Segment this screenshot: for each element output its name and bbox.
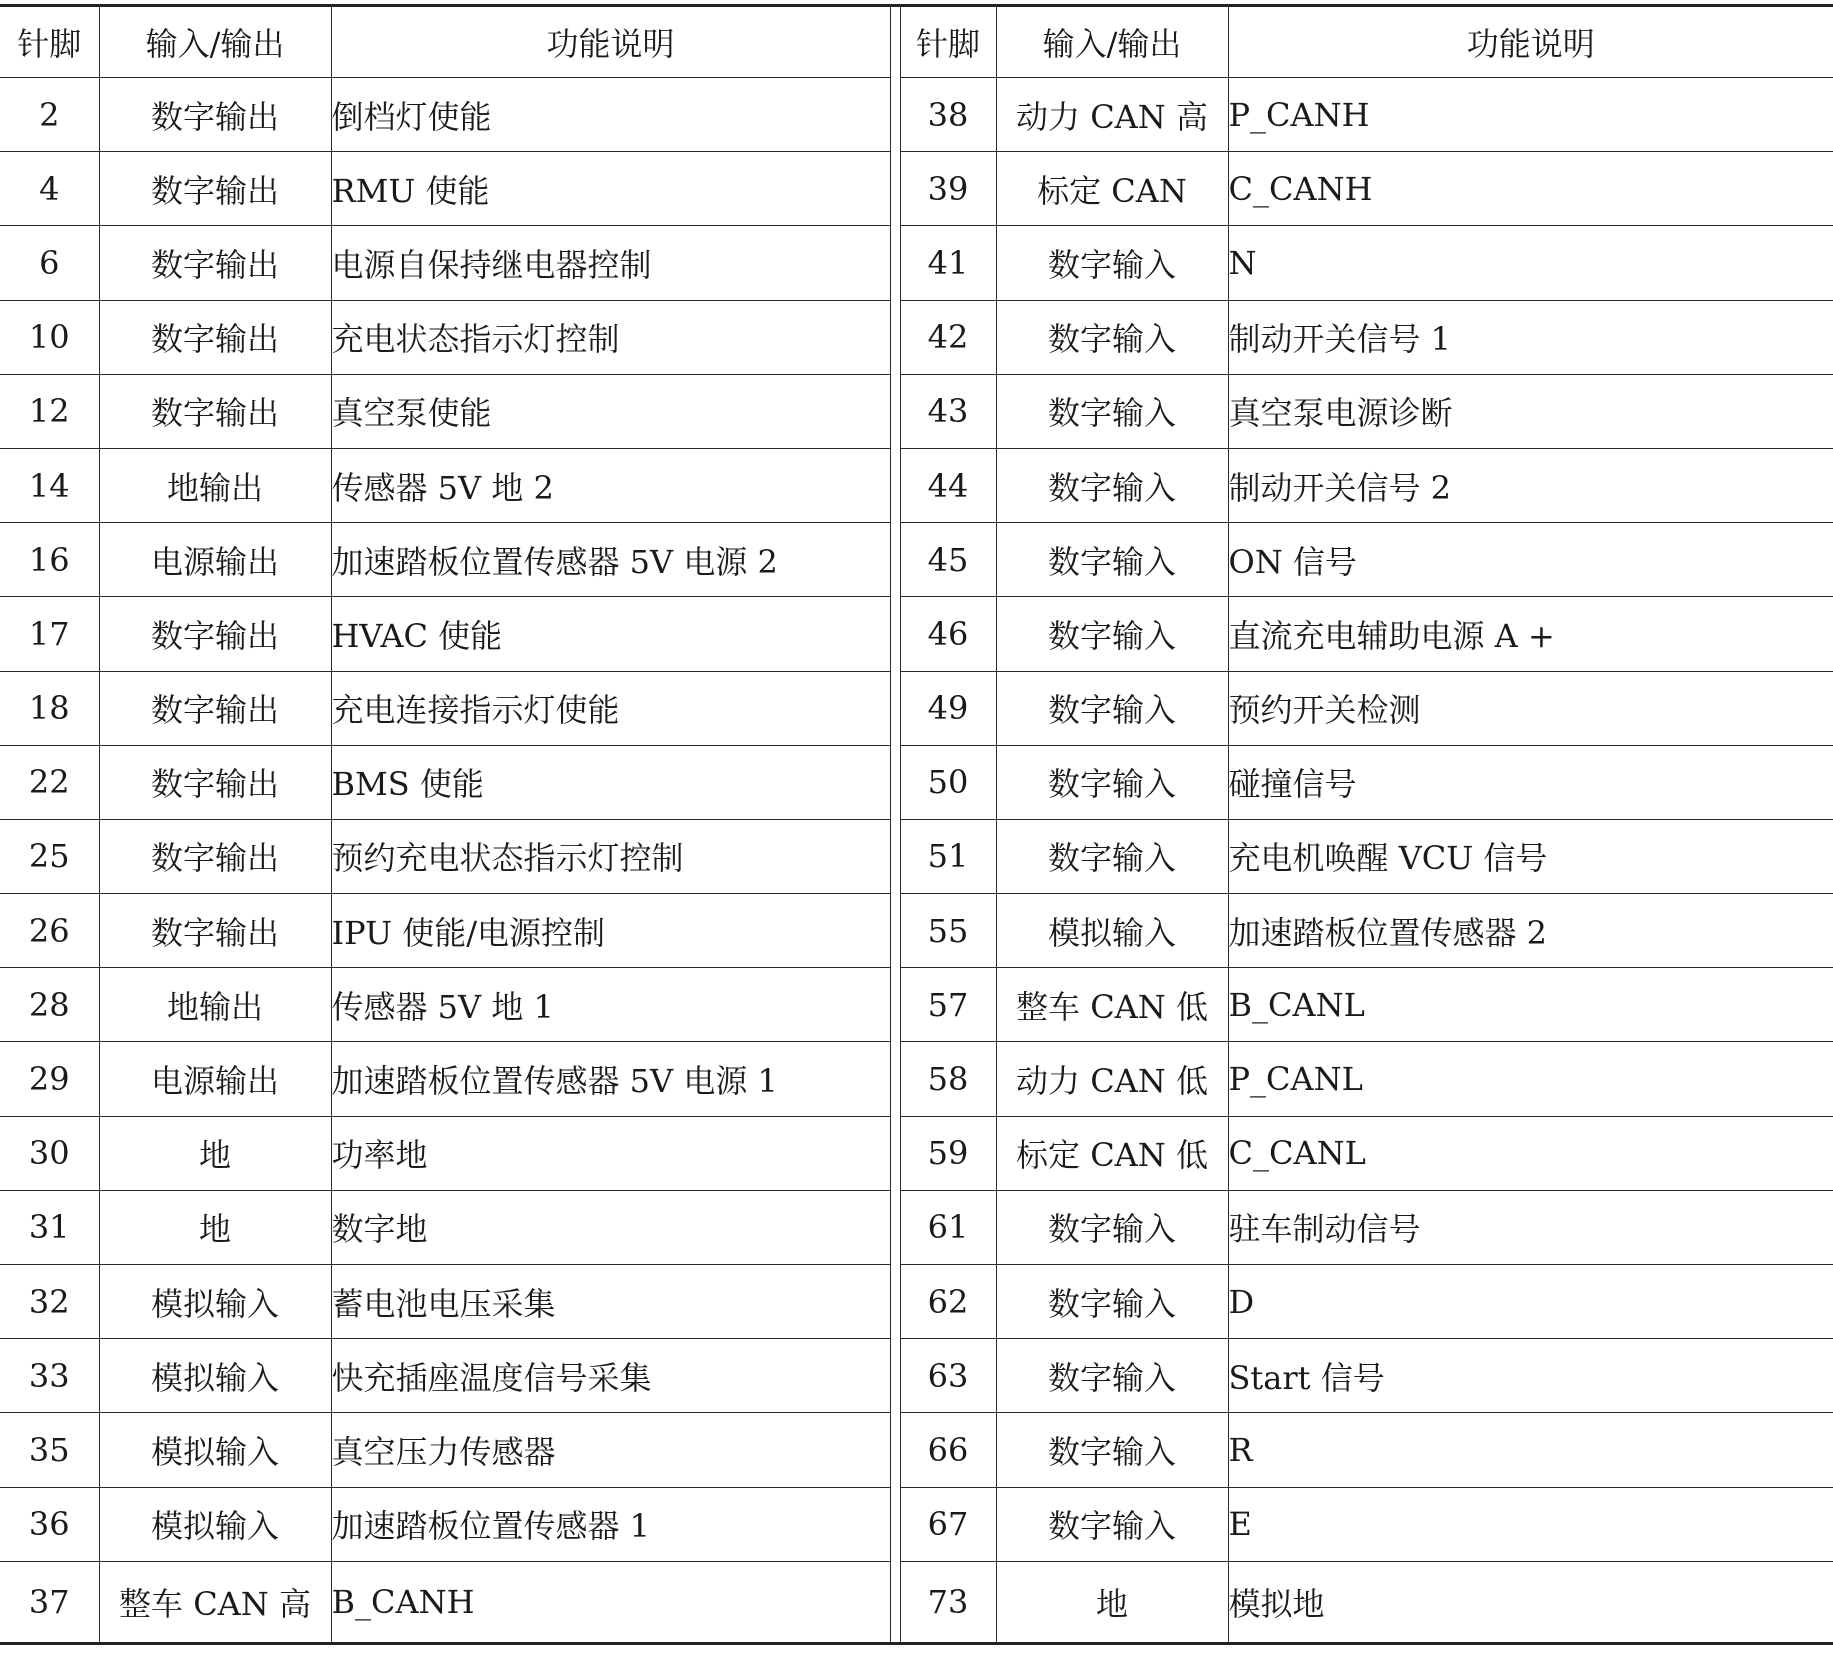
column-divider bbox=[890, 745, 900, 819]
pin-number-right: 38 bbox=[900, 78, 996, 152]
io-type-left: 模拟输入 bbox=[99, 1339, 331, 1413]
io-type-right: 数字输入 bbox=[996, 523, 1228, 597]
pin-rows bbox=[0, 78, 1833, 1644]
pin-number-left: 32 bbox=[0, 1265, 99, 1339]
function-desc-left: 真空泵使能 bbox=[331, 374, 890, 448]
table-row bbox=[0, 1042, 1833, 1116]
function-desc-right: C_CANL bbox=[1228, 1116, 1833, 1190]
io-type-left: 数字输出 bbox=[99, 894, 331, 968]
table-row bbox=[0, 523, 1833, 597]
column-divider bbox=[890, 968, 900, 1042]
column-divider bbox=[890, 300, 900, 374]
function-desc-right: R bbox=[1228, 1413, 1833, 1487]
function-desc-right: 真空泵电源诊断 bbox=[1228, 374, 1833, 448]
table-row bbox=[0, 819, 1833, 893]
pin-number-left: 26 bbox=[0, 894, 99, 968]
io-type-right: 数字输入 bbox=[996, 1265, 1228, 1339]
function-desc-left: 加速踏板位置传感器 1 bbox=[331, 1487, 890, 1561]
io-type-right: 数字输入 bbox=[996, 1339, 1228, 1413]
pin-number-right: 73 bbox=[900, 1561, 996, 1643]
function-desc-left: 预约充电状态指示灯控制 bbox=[331, 819, 890, 893]
table-row bbox=[0, 448, 1833, 522]
pin-number-left: 36 bbox=[0, 1487, 99, 1561]
function-desc-right: 预约开关检测 bbox=[1228, 671, 1833, 745]
function-desc-left: B_CANH bbox=[331, 1561, 890, 1643]
column-divider bbox=[890, 1413, 900, 1487]
io-type-right: 数字输入 bbox=[996, 671, 1228, 745]
pin-number-right: 57 bbox=[900, 968, 996, 1042]
io-type-left: 模拟输入 bbox=[99, 1413, 331, 1487]
function-desc-left: 电源自保持继电器控制 bbox=[331, 226, 890, 300]
function-desc-right: C_CANH bbox=[1228, 152, 1833, 226]
column-divider bbox=[890, 152, 900, 226]
pin-number-left: 31 bbox=[0, 1190, 99, 1264]
pin-number-left: 18 bbox=[0, 671, 99, 745]
io-type-right: 动力 CAN 低 bbox=[996, 1042, 1228, 1116]
pin-number-left: 25 bbox=[0, 819, 99, 893]
io-type-left: 数字输出 bbox=[99, 374, 331, 448]
header-pin-right: 针脚 bbox=[900, 6, 996, 78]
function-desc-right: 制动开关信号 1 bbox=[1228, 300, 1833, 374]
pin-number-right: 61 bbox=[900, 1190, 996, 1264]
pin-number-left: 33 bbox=[0, 1339, 99, 1413]
io-type-left: 数字输出 bbox=[99, 745, 331, 819]
function-desc-left: 功率地 bbox=[331, 1116, 890, 1190]
io-type-left: 地 bbox=[99, 1190, 331, 1264]
function-desc-right: 制动开关信号 2 bbox=[1228, 448, 1833, 522]
io-type-right: 数字输入 bbox=[996, 745, 1228, 819]
column-divider bbox=[890, 448, 900, 522]
io-type-left: 数字输出 bbox=[99, 300, 331, 374]
pin-number-right: 42 bbox=[900, 300, 996, 374]
pin-number-left: 35 bbox=[0, 1413, 99, 1487]
function-desc-left: 真空压力传感器 bbox=[331, 1413, 890, 1487]
pin-number-left: 12 bbox=[0, 374, 99, 448]
function-desc-right: 驻车制动信号 bbox=[1228, 1190, 1833, 1264]
function-desc-right: P_CANH bbox=[1228, 78, 1833, 152]
pin-number-left: 10 bbox=[0, 300, 99, 374]
pin-number-left: 17 bbox=[0, 597, 99, 671]
pin-number-left: 28 bbox=[0, 968, 99, 1042]
column-divider bbox=[890, 1190, 900, 1264]
table-row bbox=[0, 597, 1833, 671]
column-divider bbox=[890, 226, 900, 300]
table-row bbox=[0, 968, 1833, 1042]
io-type-left: 地输出 bbox=[99, 448, 331, 522]
pin-number-left: 29 bbox=[0, 1042, 99, 1116]
pin-number-right: 43 bbox=[900, 374, 996, 448]
table-row bbox=[0, 300, 1833, 374]
pin-number-right: 39 bbox=[900, 152, 996, 226]
column-divider bbox=[890, 1487, 900, 1561]
table-row bbox=[0, 374, 1833, 448]
column-divider bbox=[890, 374, 900, 448]
table-row bbox=[0, 745, 1833, 819]
column-divider bbox=[890, 597, 900, 671]
column-divider bbox=[890, 819, 900, 893]
header-function-left: 功能说明 bbox=[331, 6, 890, 78]
io-type-left: 电源输出 bbox=[99, 1042, 331, 1116]
header-pin-left: 针脚 bbox=[0, 6, 99, 78]
column-divider bbox=[890, 1042, 900, 1116]
table-row bbox=[0, 1190, 1833, 1264]
io-type-right: 数字输入 bbox=[996, 374, 1228, 448]
io-type-left: 数字输出 bbox=[99, 819, 331, 893]
header-io-right: 输入/输出 bbox=[996, 6, 1228, 78]
function-desc-right: D bbox=[1228, 1265, 1833, 1339]
pin-number-left: 22 bbox=[0, 745, 99, 819]
io-type-left: 数字输出 bbox=[99, 671, 331, 745]
pin-number-left: 30 bbox=[0, 1116, 99, 1190]
io-type-right: 数字输入 bbox=[996, 226, 1228, 300]
pin-number-right: 55 bbox=[900, 894, 996, 968]
io-type-left: 地输出 bbox=[99, 968, 331, 1042]
header-function-right: 功能说明 bbox=[1228, 6, 1833, 78]
pin-number-left: 16 bbox=[0, 523, 99, 597]
io-type-left: 数字输出 bbox=[99, 597, 331, 671]
function-desc-left: 蓄电池电压采集 bbox=[331, 1265, 890, 1339]
function-desc-left: IPU 使能/电源控制 bbox=[331, 894, 890, 968]
function-desc-right: 模拟地 bbox=[1228, 1561, 1833, 1643]
pin-number-right: 66 bbox=[900, 1413, 996, 1487]
io-type-right: 地 bbox=[996, 1561, 1228, 1643]
table-row bbox=[0, 78, 1833, 152]
io-type-left: 电源输出 bbox=[99, 523, 331, 597]
pin-number-left: 2 bbox=[0, 78, 99, 152]
function-desc-left: BMS 使能 bbox=[331, 745, 890, 819]
table-row bbox=[0, 671, 1833, 745]
table-row bbox=[0, 894, 1833, 968]
function-desc-left: 加速踏板位置传感器 5V 电源 2 bbox=[331, 523, 890, 597]
pin-number-right: 51 bbox=[900, 819, 996, 893]
table-row bbox=[0, 1413, 1833, 1487]
function-desc-left: 充电连接指示灯使能 bbox=[331, 671, 890, 745]
pin-table bbox=[0, 4, 1833, 1645]
function-desc-left: HVAC 使能 bbox=[331, 597, 890, 671]
column-divider bbox=[890, 6, 900, 78]
io-type-left: 整车 CAN 高 bbox=[99, 1561, 331, 1643]
io-type-right: 动力 CAN 高 bbox=[996, 78, 1228, 152]
function-desc-right: 充电机唤醒 VCU 信号 bbox=[1228, 819, 1833, 893]
function-desc-right: E bbox=[1228, 1487, 1833, 1561]
io-type-left: 数字输出 bbox=[99, 152, 331, 226]
function-desc-right: Start 信号 bbox=[1228, 1339, 1833, 1413]
table-row bbox=[0, 226, 1833, 300]
function-desc-right: B_CANL bbox=[1228, 968, 1833, 1042]
pin-number-right: 62 bbox=[900, 1265, 996, 1339]
table-row bbox=[0, 1487, 1833, 1561]
io-type-right: 标定 CAN bbox=[996, 152, 1228, 226]
column-divider bbox=[890, 1339, 900, 1413]
function-desc-left: 倒档灯使能 bbox=[331, 78, 890, 152]
pin-number-left: 4 bbox=[0, 152, 99, 226]
function-desc-left: RMU 使能 bbox=[331, 152, 890, 226]
function-desc-right: 直流充电辅助电源 A + bbox=[1228, 597, 1833, 671]
pin-number-right: 46 bbox=[900, 597, 996, 671]
pin-number-right: 44 bbox=[900, 448, 996, 522]
io-type-right: 整车 CAN 低 bbox=[996, 968, 1228, 1042]
table-row bbox=[0, 1116, 1833, 1190]
column-divider bbox=[890, 671, 900, 745]
pin-number-right: 45 bbox=[900, 523, 996, 597]
header-row bbox=[0, 6, 1833, 78]
pin-number-right: 59 bbox=[900, 1116, 996, 1190]
function-desc-left: 数字地 bbox=[331, 1190, 890, 1264]
function-desc-left: 传感器 5V 地 1 bbox=[331, 968, 890, 1042]
io-type-right: 数字输入 bbox=[996, 300, 1228, 374]
function-desc-left: 加速踏板位置传感器 5V 电源 1 bbox=[331, 1042, 890, 1116]
pin-number-right: 67 bbox=[900, 1487, 996, 1561]
table-row bbox=[0, 1265, 1833, 1339]
pin-number-left: 14 bbox=[0, 448, 99, 522]
io-type-left: 数字输出 bbox=[99, 226, 331, 300]
io-type-right: 标定 CAN 低 bbox=[996, 1116, 1228, 1190]
function-desc-right: 加速踏板位置传感器 2 bbox=[1228, 894, 1833, 968]
io-type-right: 数字输入 bbox=[996, 819, 1228, 893]
pin-number-left: 37 bbox=[0, 1561, 99, 1643]
column-divider bbox=[890, 1116, 900, 1190]
io-type-right: 数字输入 bbox=[996, 1487, 1228, 1561]
pin-number-right: 58 bbox=[900, 1042, 996, 1116]
io-type-left: 模拟输入 bbox=[99, 1487, 331, 1561]
io-type-left: 模拟输入 bbox=[99, 1265, 331, 1339]
io-type-right: 数字输入 bbox=[996, 597, 1228, 671]
pin-number-right: 49 bbox=[900, 671, 996, 745]
pin-number-right: 50 bbox=[900, 745, 996, 819]
table-row bbox=[0, 1339, 1833, 1413]
header-io-left: 输入/输出 bbox=[99, 6, 331, 78]
io-type-right: 数字输入 bbox=[996, 448, 1228, 522]
pin-number-left: 6 bbox=[0, 226, 99, 300]
function-desc-left: 传感器 5V 地 2 bbox=[331, 448, 890, 522]
io-type-right: 模拟输入 bbox=[996, 894, 1228, 968]
function-desc-right: N bbox=[1228, 226, 1833, 300]
function-desc-left: 快充插座温度信号采集 bbox=[331, 1339, 890, 1413]
table-row bbox=[0, 1561, 1833, 1643]
pin-number-right: 63 bbox=[900, 1339, 996, 1413]
io-type-left: 地 bbox=[99, 1116, 331, 1190]
pin-number-right: 41 bbox=[900, 226, 996, 300]
column-divider bbox=[890, 78, 900, 152]
function-desc-right: 碰撞信号 bbox=[1228, 745, 1833, 819]
io-type-right: 数字输入 bbox=[996, 1413, 1228, 1487]
column-divider bbox=[890, 1265, 900, 1339]
column-divider bbox=[890, 523, 900, 597]
function-desc-right: ON 信号 bbox=[1228, 523, 1833, 597]
column-divider bbox=[890, 894, 900, 968]
column-divider bbox=[890, 1561, 900, 1643]
table-row bbox=[0, 152, 1833, 226]
io-type-left: 数字输出 bbox=[99, 78, 331, 152]
io-type-right: 数字输入 bbox=[996, 1190, 1228, 1264]
function-desc-right: P_CANL bbox=[1228, 1042, 1833, 1116]
function-desc-left: 充电状态指示灯控制 bbox=[331, 300, 890, 374]
